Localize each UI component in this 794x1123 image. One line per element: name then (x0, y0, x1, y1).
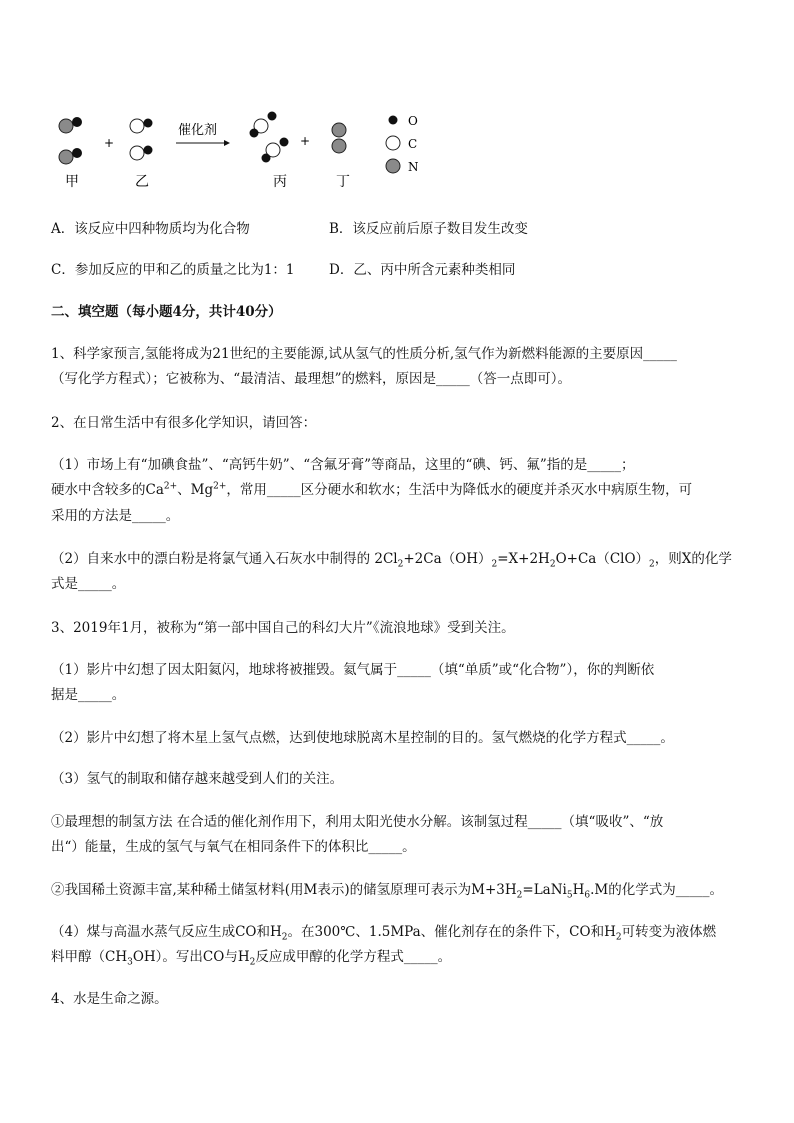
molecule-jia-1 (59, 118, 82, 134)
subscript: 2 (281, 932, 288, 943)
q4-stem: 4、水是生命之源。 (51, 991, 168, 1007)
legend-c-icon (386, 136, 400, 150)
subscript: 2 (549, 559, 556, 570)
q3-part1-line-2: 据是_____。 (51, 687, 126, 703)
plus-sign-1: + (104, 136, 115, 150)
subscript: 2 (249, 957, 256, 968)
text-span: H (572, 882, 585, 898)
label-bing: 丙 (273, 174, 287, 190)
q3-circle1-line-1: ①最理想的制氢方法 在合适的催化剂作用下，利用太阳光使水分解。该制氢过程_____（填“吸收”、“放 (51, 814, 664, 830)
q3-stem: 3、2019年1月，被称为“第一部中国自己的科幻大片”《流浪地球》受到关注。 (51, 620, 515, 636)
legend-o-label: O (408, 114, 418, 128)
subscript: 2 (649, 559, 655, 570)
legend-n-icon (386, 159, 400, 173)
superscript: 2+ (163, 481, 178, 492)
q3-part3: （3）氢气的制取和储存越来越受到人们的关注。 (51, 771, 344, 787)
molecule-ding (332, 123, 346, 153)
catalyst-label: 催化剂 (178, 123, 218, 138)
q2-part2-line-1 (51, 549, 732, 569)
legend-c-label: C (408, 137, 418, 151)
legend-o-icon (389, 116, 398, 125)
molecule-jia-2 (59, 149, 82, 165)
label-jia: 甲 (65, 174, 79, 190)
molecule-bing-1 (250, 112, 277, 138)
text-span: O+Ca（ClO） (555, 551, 650, 567)
text-span: ，常用_____区分硬水和软水；生活中为降低水的硬度并杀灭水中病原生物，可 (226, 482, 693, 498)
subscript: 3 (127, 957, 133, 968)
subscript: 6 (584, 890, 591, 901)
legend-n-label: N (408, 160, 419, 174)
text-span: ②我国稀土资源丰富,某种稀土储氢材料(用M表示)的储氢原理可表示为M+3H (51, 882, 517, 898)
label-yi: 乙 (135, 174, 149, 190)
text-span: +2Ca（OH） (403, 551, 492, 567)
q3-part2: （2）影片中幻想了将木星上氢气点燃，达到使地球脱离木星控制的目的。氢气燃烧的化学方程式_____。 (51, 730, 674, 746)
q1-line-2: （写化学方程式）；它被称为、“最清洁、最理想”的燃料，原因是_____（答一点即可）。 (51, 371, 572, 387)
text-span: 料甲醇（CH (51, 949, 128, 965)
arrow-head-icon (224, 140, 230, 146)
subscript: 2 (491, 559, 498, 570)
text-span: （4）煤与高温水蒸气反应生成CO和H (51, 924, 282, 940)
q3-part4-line-1 (51, 922, 716, 942)
text-span: =LaNi (522, 882, 567, 898)
subscript: 5 (566, 890, 573, 901)
option-c: C．参加反应的甲和乙的质量之比为1：1 (51, 262, 295, 278)
q1-line-1: 1、科学家预言,氢能将成为21世纪的主要能源,试从氢气的性质分析,氢气作为新燃料能源的主要原因_____ (51, 346, 677, 362)
reaction-diagram (40, 100, 440, 200)
text-span: 硬水中含较多的Ca (51, 482, 164, 498)
molecule-yi-2 (130, 146, 153, 161)
plus-sign-2: + (300, 134, 311, 148)
q2-part1-line-2 (51, 480, 692, 500)
q2-part2-line-2: 式是_____。 (51, 576, 126, 592)
text-span: 。在300℃、1.5MPa、催化剂存在的条件下，CO和H (287, 924, 616, 940)
q2-part1-line-1: （1）市场上有“加碘食盐”、“高钙牛奶”、“含氟牙膏”等商品，这里的“碘、钙、氟”指的是_____； (51, 457, 635, 473)
subscript: 2 (397, 559, 404, 570)
q2-stem: 2、在日常生活中有很多化学知识，请回答： (51, 415, 317, 431)
text-span: 可转变为液体燃 (621, 924, 717, 940)
molecule-bing-2 (262, 138, 289, 163)
option-b: B．该反应前后原子数目发生改变 (329, 221, 528, 237)
q3-circle1-line-2: 出“）能量，生成的氢气与氧气在相同条件下的体积比_____。 (51, 839, 416, 855)
text-span: .M的化学式为_____。 (590, 882, 723, 898)
text-span: OH）。写出CO与H (132, 949, 250, 965)
label-ding: 丁 (336, 174, 350, 190)
subscript: 2 (516, 890, 523, 901)
text-span: ，则X的化学 (654, 551, 732, 567)
superscript: 2+ (213, 481, 227, 492)
option-d: D．乙、丙中所含元素种类相同 (329, 262, 516, 278)
q3-part1-line-1: （1）影片中幻想了因太阳氦闪，地球将被摧毁。氦气属于_____（填“单质”或“化合物”），你的判断依 (51, 662, 655, 678)
q2-part1-line-3: 采用的方法是_____。 (51, 508, 180, 524)
legend (386, 114, 419, 174)
text-span: =X+2H (497, 551, 550, 567)
section-title: 二、填空题（每小题4分，共计40分） (51, 304, 282, 320)
q3-part4-line-2 (51, 947, 451, 967)
text-span: 反应成甲醇的化学方程式_____。 (255, 949, 452, 965)
text-span: 、Mg (177, 482, 214, 498)
subscript: 2 (615, 932, 622, 943)
option-a: A．该反应中四种物质均为化合物 (51, 221, 250, 237)
text-span: （2）自来水中的漂白粉是将氯气通入石灰水中制得的 2Cl (51, 551, 398, 567)
molecule-yi-1 (130, 119, 153, 134)
q3-circle2 (51, 880, 723, 900)
